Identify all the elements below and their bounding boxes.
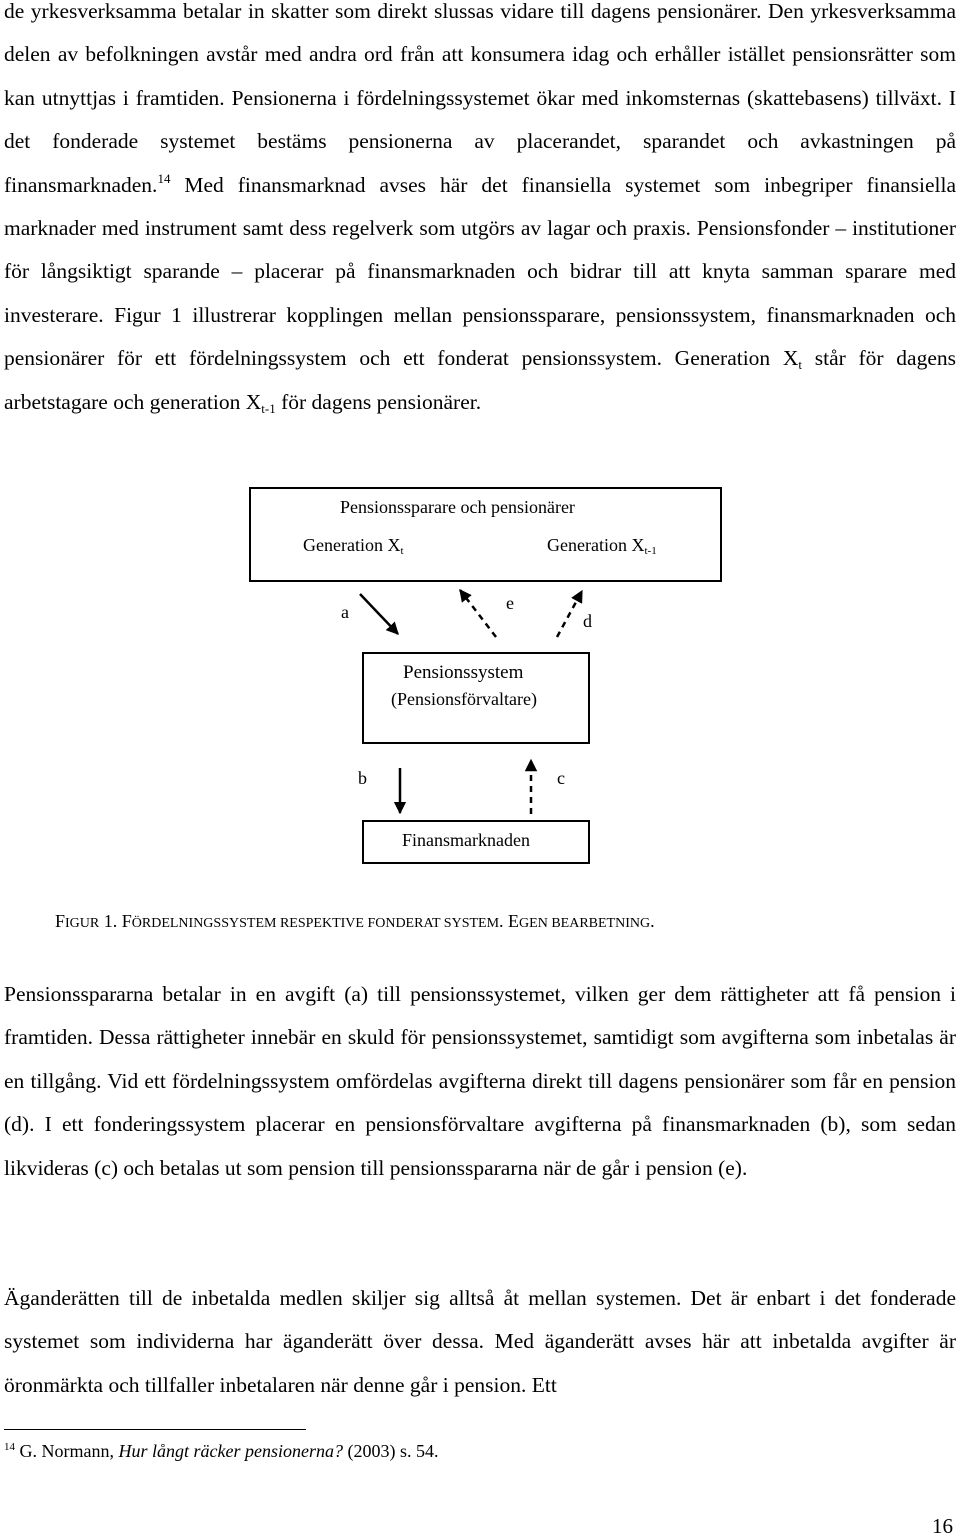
- middle-box-title: Pensionssystem: [403, 662, 524, 683]
- bottom-box-title: Finansmarknaden: [402, 830, 530, 850]
- arrow-a-solid: [360, 594, 398, 634]
- middle-box-subtitle: (Pensionsförvaltare): [391, 689, 537, 709]
- arrow-label-a: a: [341, 602, 349, 622]
- footnote-separator: [4, 1429, 306, 1430]
- arrow-label-e: e: [506, 593, 514, 613]
- page-number: 16: [932, 1514, 953, 1538]
- generation-previous-label: Generation $X_{t-1}$: [547, 535, 657, 557]
- arrow-d-dashed: [557, 591, 582, 637]
- body-paragraph-1: de yrkesverksamma betalar in skatter som direkt slussas vidare till dagens pensionärer. Den yrkesverksamma delen av befolkningen avstår med andra ord från att konsumera idag och erhåller istället pensionsrätter som kan utnyttjas i framtiden. Pensionerna i fördelningssystemet ökar med inkomsternas (skattebasens) tillväxt. I det fonderade systemet bestäms pensionerna av placerandet, sparandet och avkastningen på finansmarknaden.$^{14}$ Med finansmarknad avses här det finansiella systemet som inbegriper finansiella marknader med instrument samt dess regelverk som utgörs av lagar och praxis. Pensionsfonder – institutioner för långsiktigt sparande – placerar på finansmarknaden och bidrar till att knyta samman sparare med investerare. Figur 1 illustrerar kopplingen mellan pensionssparare, pensionssystem, finansmarknaden och pensionärer för ett fördelningssystem och ett fonderat pensionssystem. Generation $X_t$ står för dagens arbetstagare och generation $X_{t-1}$ för dagens pensionärer.: [4, 0, 956, 416]
- body-paragraph-3: Äganderätten till de inbetalda medlen skiljer sig alltså åt mellan systemen. Det är enbart i det fonderade systemet som individerna har äganderätt över dessa. Med äganderätt avses här att inbetalda avgifter är öronmärkta och tillfaller inbetalaren när denne går i pension. Ett: [4, 1286, 956, 1397]
- arrow-e-dashed: [460, 590, 496, 637]
- arrow-label-b: b: [358, 768, 367, 788]
- footnote-14: $^{14}$ G. Normann, Hur långt räcker pensionerna? (2003) s. 54.: [4, 1441, 439, 1461]
- top-box-title: Pensionssparare och pensionärer: [340, 497, 575, 517]
- footnote-reference: 14: [157, 170, 171, 186]
- generation-current-label: Generation $X_t$: [303, 535, 404, 557]
- arrow-label-c: c: [557, 768, 565, 788]
- figure-caption: FIGUR 1. FÖRDELNINGSSYSTEM RESPEKTIVE FONDERAT SYSTEM. EGEN BEARBETNING.: [55, 911, 655, 931]
- body-paragraph-2: Pensionsspararna betalar in en avgift (a) till pensionssystemet, vilken ger dem rättigheter att få pension i framtiden. Dessa rättigheter innebär en skuld för pensionssystemet, samtidigt som avgifterna som inbetalas är en tillgång. Vid ett fördelningssystem omfördelas avgifterna direkt till dagens pensionärer som får en pension (d). I ett fonderingssystem placerar en pensionsförvaltare avgifterna på finansmarknaden (b), som sedan likvideras (c) och betalas ut som pension till pensionsspararna när de går i pension (e).: [4, 982, 956, 1180]
- arrow-label-d: d: [583, 611, 592, 631]
